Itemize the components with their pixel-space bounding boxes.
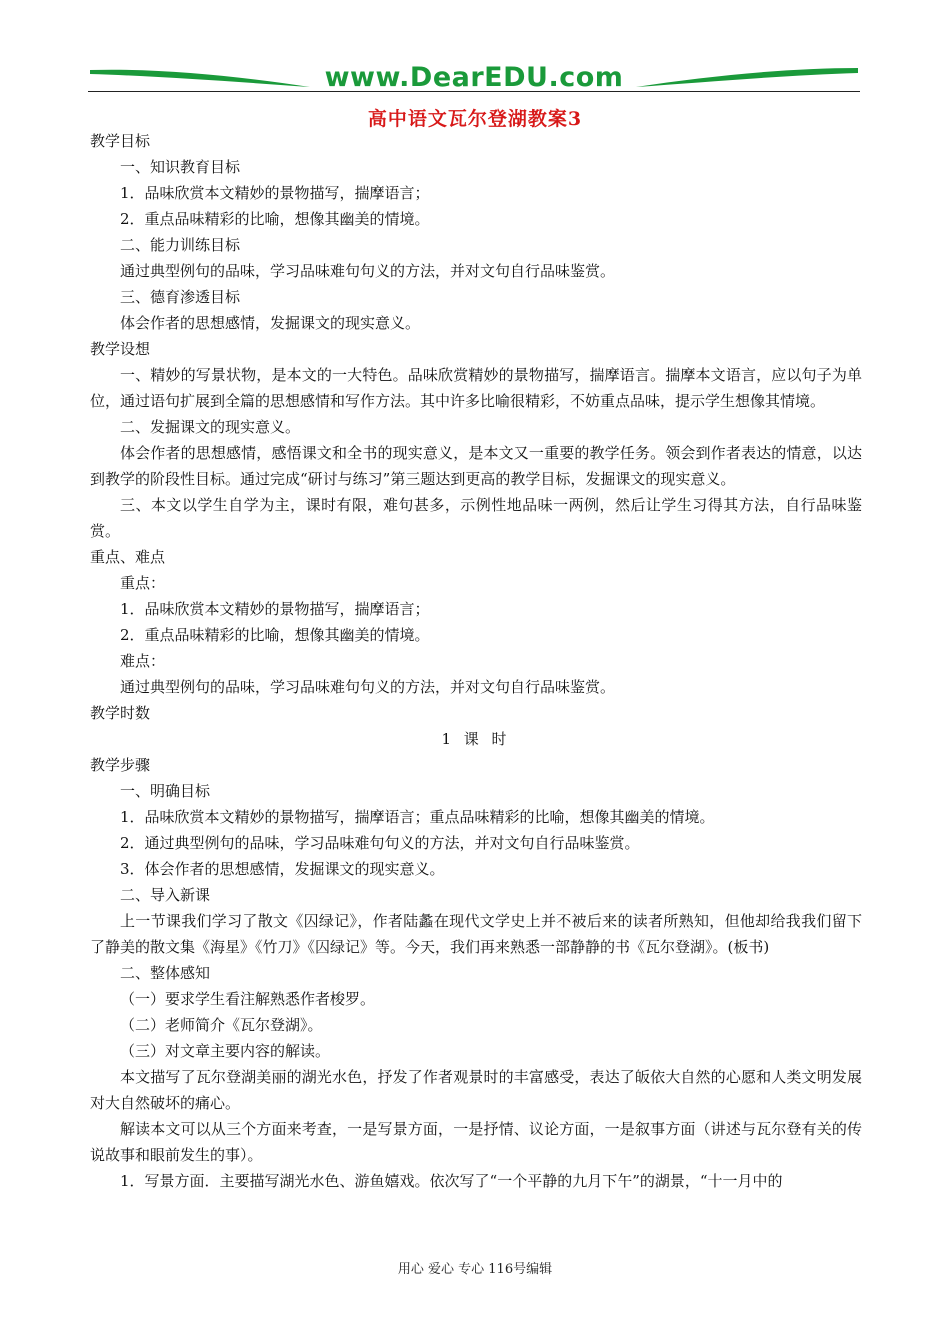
header-rule: [88, 91, 860, 92]
text-line: 一、精妙的写景状物，是本文的一大特色。品味欣赏精妙的景物描写，揣摩语言。揣摩本文语言，应以句子为单位，通过语句扩展到全篇的思想感情和写作方法。其中许多比喻很精彩，不妨重点品味，提示学生想像其情境。: [90, 366, 862, 410]
text-line: 一、明确目标: [120, 782, 211, 800]
text-line: 上一节课我们学习了散文《囚绿记》，作者陆蠡在现代文学史上并不被后来的读者所熟知，但他却给我我们留下了静美的散文集《海星》《竹刀》《囚绿记》等。今天，我们再来熟悉一部静静的书《瓦尔登湖》。(板书): [90, 912, 862, 956]
text-line: 1．品味欣赏本文精妙的景物描写，揣摩语言；: [120, 184, 430, 202]
text-line: 重点、难点: [90, 548, 166, 566]
site-logo-text[interactable]: www.DearEDU.com: [324, 62, 624, 93]
text-line: 1．写景方面．主要描写湖光水色、游鱼嬉戏。依次写了“一个平静的九月下午”的湖景，“十一月中的: [120, 1172, 783, 1190]
text-line: 解读本文可以从三个方面来考查，一是写景方面，一是抒情、议论方面，一是叙事方面（讲述与瓦尔登有关的传说故事和眼前发生的事）。: [90, 1120, 862, 1164]
document-body: [90, 128, 862, 1194]
text-line: 1 课 时: [441, 730, 511, 748]
text-line: 重点：: [120, 574, 166, 592]
text-line: 教学时数: [90, 704, 151, 722]
page-footer: 用心 爱心 专心 116号编辑: [397, 1262, 553, 1277]
text-line: 1．品味欣赏本文精妙的景物描写，揣摩语言；重点品味精彩的比喻，想像其幽美的情境。: [120, 808, 715, 826]
page-title: 高中语文瓦尔登湖教案3: [367, 108, 583, 130]
text-line: 体会作者的思想感情，感悟课文和全书的现实意义，是本文又一重要的教学任务。领会到作者表达的情意，以达到教学的阶段性目标。通过完成“研讨与练习”第三题达到更高的教学目标，发掘课文的现实意义。: [90, 444, 862, 488]
site-header: [88, 60, 860, 94]
text-line: 二、发掘课文的现实意义。: [120, 418, 301, 436]
text-line: 教学步骤: [90, 756, 151, 774]
text-line: 教学设想: [90, 340, 151, 358]
text-line: 二、能力训练目标: [120, 236, 241, 254]
text-line: 三、德育渗透目标: [120, 288, 241, 306]
text-line: 教学目标: [90, 132, 151, 150]
text-line: 2．通过典型例句的品味，学习品味难句句义的方法，并对文句自行品味鉴赏。: [120, 834, 640, 852]
text-line: 难点：: [120, 652, 166, 670]
text-line: 3．体会作者的思想感情，发掘课文的现实意义。: [120, 860, 445, 878]
text-line: （一）要求学生看注解熟悉作者梭罗。: [120, 990, 376, 1008]
text-line: 三、本文以学生自学为主，课时有限，难句甚多，示例性地品味一两例，然后让学生习得其方法，自行品味鉴赏。: [90, 496, 862, 540]
text-line: 本文描写了瓦尔登湖美丽的湖光水色，抒发了作者观景时的丰富感受，表达了皈依大自然的心愿和人类文明发展对大自然破坏的痛心。: [90, 1068, 862, 1112]
text-line: 2．重点品味精彩的比喻，想像其幽美的情境。: [120, 626, 430, 644]
text-line: 二、导入新课: [120, 886, 211, 904]
text-line: 2．重点品味精彩的比喻，想像其幽美的情境。: [120, 210, 430, 228]
text-line: 体会作者的思想感情，发掘课文的现实意义。: [120, 314, 421, 332]
text-line: （二）老师简介《瓦尔登湖》。: [120, 1016, 323, 1034]
text-line: 一、知识教育目标: [120, 158, 241, 176]
text-line: 通过典型例句的品味，学习品味难句句义的方法，并对文句自行品味鉴赏。: [120, 262, 616, 280]
text-line: 通过典型例句的品味，学习品味难句句义的方法，并对文句自行品味鉴赏。: [120, 678, 616, 696]
text-line: 二、整体感知: [120, 964, 211, 982]
text-line: 1．品味欣赏本文精妙的景物描写，揣摩语言；: [120, 600, 430, 618]
text-line: （三）对文章主要内容的解读。: [120, 1042, 331, 1060]
